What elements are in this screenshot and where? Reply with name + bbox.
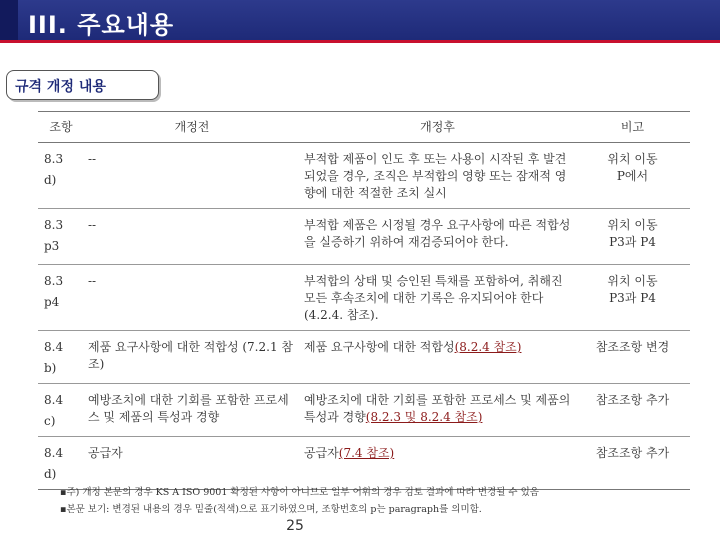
cell-clause (38, 384, 84, 437)
clause-number: 8.3 (44, 152, 64, 166)
cell-note (575, 331, 690, 384)
header-clause: 조항 (38, 112, 84, 143)
cell-note (575, 384, 690, 437)
table-row (38, 265, 690, 331)
cell-note (575, 437, 690, 490)
header-note: 비고 (575, 112, 690, 143)
cell-clause (38, 265, 84, 331)
cell-before: -- (84, 265, 300, 331)
cell-after (300, 143, 575, 209)
clause-number: 8.3 (44, 218, 64, 232)
clause-item: p3 (44, 239, 60, 253)
title-underline (0, 40, 720, 43)
note-line-1: 참조조항 추가 (595, 446, 670, 460)
header-after: 개정후 (300, 112, 575, 143)
footnotes (60, 484, 710, 518)
table-row (38, 331, 690, 384)
page-number: 25 (286, 518, 304, 534)
note-line-1: 위치 이동 (607, 218, 658, 232)
table-row (38, 384, 690, 437)
table-row (38, 437, 690, 490)
after-reference: (7.4 참조) (338, 446, 395, 460)
title-accent (0, 0, 18, 40)
clause-item: d) (44, 467, 57, 481)
section-label-box (6, 70, 159, 100)
cell-before: 공급자 (84, 437, 300, 490)
note-line-2: P에서 (616, 169, 649, 183)
table-row (38, 209, 690, 265)
cell-clause (38, 143, 84, 209)
footnote-2: ▪본문 보기: 변경된 내용의 경우 밑줄(적색)으로 표기하였으며, 조항번호의 p는 paragraph를 의미함. (60, 504, 482, 515)
title-bar (0, 0, 720, 40)
clause-item: b) (44, 361, 57, 375)
after-text: 부적합의 상태 및 승인된 특채를 포함하여, 취해진 모든 후속조치에 대한 기록은 유지되어야 한다(4.2.4. 참조). (304, 274, 563, 322)
cell-note (575, 209, 690, 265)
header-before: 개정전 (84, 112, 300, 143)
revision-table (38, 111, 690, 490)
after-text: 부적합 제품이 인도 후 또는 사용이 시작된 후 발견되었을 경우, 조직은 부적합의 영향 또는 잠재적 영향에 대한 적절한 조치 실시 (304, 152, 567, 200)
cell-after (300, 209, 575, 265)
section-label: 규격 개정 내용 (15, 79, 106, 95)
after-reference: (8.2.4 참조) (454, 340, 522, 354)
note-line-1: 위치 이동 (607, 152, 658, 166)
clause-item: d) (44, 173, 57, 187)
cell-after (300, 331, 575, 384)
cell-clause (38, 331, 84, 384)
after-text: 부적합 제품은 시정될 경우 요구사항에 따른 적합성을 실증하기 위하여 재검증되어야 한다. (304, 218, 571, 249)
after-text: 제품 요구사항에 대한 적합성 (304, 340, 455, 354)
cell-after (300, 384, 575, 437)
note-line-1: 참조조항 추가 (595, 393, 670, 407)
clause-number: 8.3 (44, 274, 64, 288)
note-line-1: 위치 이동 (607, 274, 658, 288)
clause-number: 8.4 (44, 393, 64, 407)
clause-number: 8.4 (44, 446, 64, 460)
cell-before: -- (84, 143, 300, 209)
after-reference: (8.2.3 및 8.2.4 참조) (365, 410, 483, 424)
cell-clause (38, 437, 84, 490)
table-row (38, 143, 690, 209)
note-line-1: 참조조항 변경 (595, 340, 670, 354)
cell-note (575, 143, 690, 209)
cell-clause (38, 209, 84, 265)
cell-before: 제품 요구사항에 대한 적합성 (7.2.1 참조) (84, 331, 300, 384)
table-header-row (38, 112, 690, 143)
footnote-1: ▪주) 개정 본문의 경우 KS A ISO 9001 확정된 사항이 아니므로 일부 어휘의 경우 검토 결과에 따라 변경될 수 있음 (60, 487, 539, 498)
clause-item: c) (44, 414, 56, 428)
after-text: 예방조치에 대한 기회를 포함한 프로세스 및 제품의 특성과 경향 (304, 393, 571, 424)
clause-number: 8.4 (44, 340, 64, 354)
cell-after (300, 437, 575, 490)
cell-before: -- (84, 209, 300, 265)
after-text: 공급자 (304, 446, 339, 460)
cell-note (575, 265, 690, 331)
note-line-2: P3과 P4 (609, 235, 656, 249)
note-line-2: P3과 P4 (609, 291, 656, 305)
cell-after (300, 265, 575, 331)
page-title: III. 주요내용 (28, 11, 174, 39)
clause-item: p4 (44, 295, 60, 309)
cell-before: 예방조치에 대한 기회를 포함한 프로세스 및 제품의 특성과 경향 (84, 384, 300, 437)
